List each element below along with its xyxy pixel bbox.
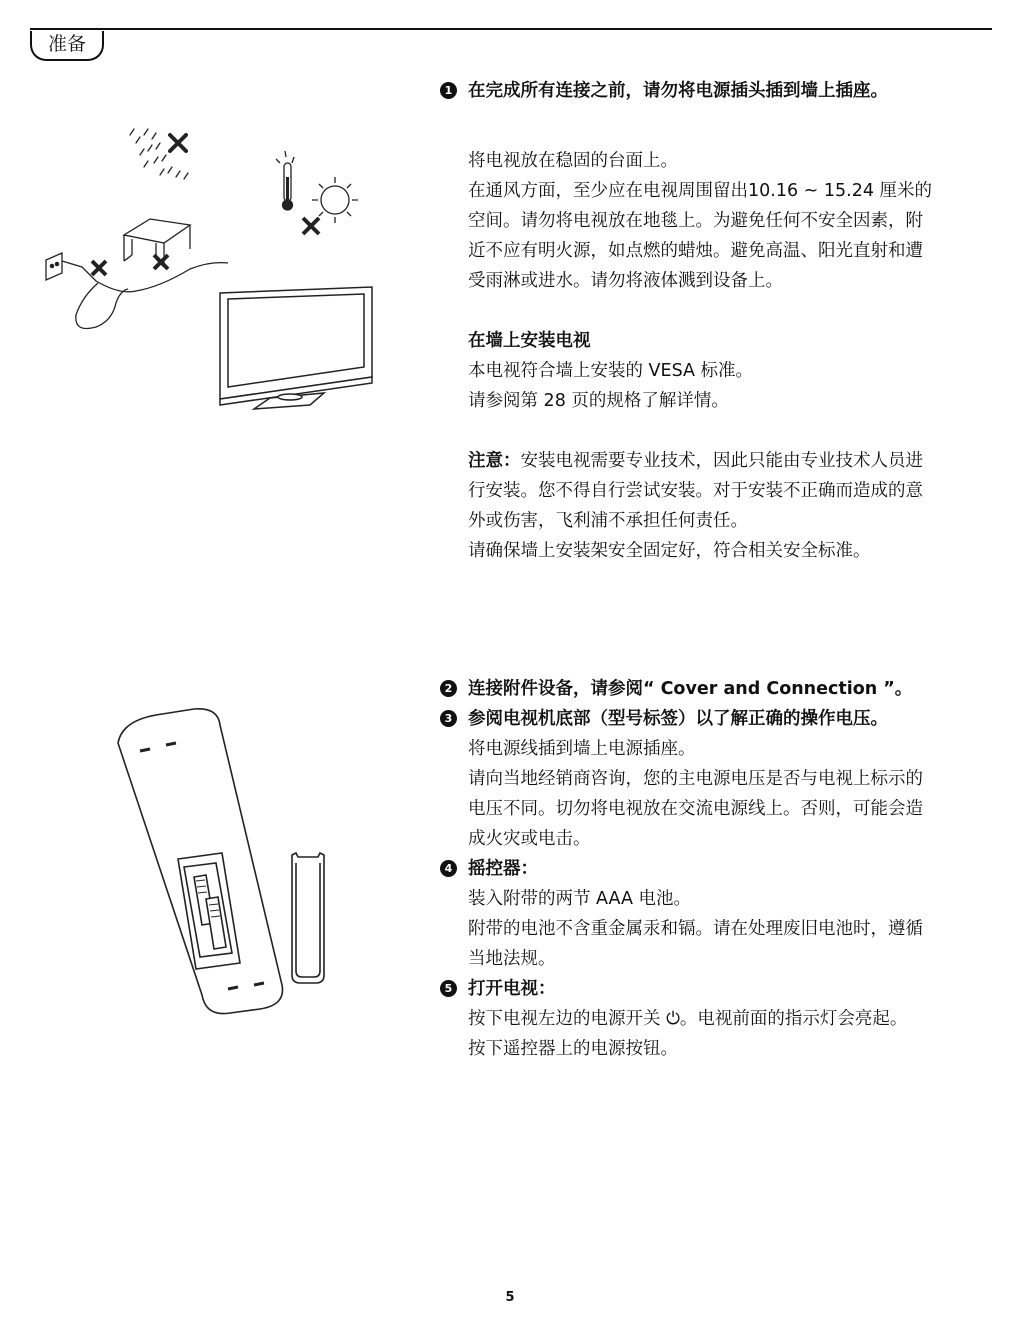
step-number: 2 [440, 680, 457, 697]
note-label: 注意： [468, 451, 521, 471]
note-text: 安装电视需要专业技术，因此只能由专业技术人员进 [520, 451, 923, 471]
step-4-line: 附带的电池不含重金属汞和镉。请在处理废旧电池时，遵循 [468, 919, 923, 939]
step-text: 连接附件设备，请参阅“ Cover and Connection ”。 [468, 679, 913, 699]
wall-mount-line: 本电视符合墙上安装的 VESA 标准。 [468, 361, 754, 381]
placement-line: 受雨淋或进水。请勿将液体溅到设备上。 [468, 271, 783, 291]
step-5-line [468, 1004, 985, 1034]
step-4-line: 装入附带的两节 AAA 电池。 [468, 889, 692, 909]
section-tab: 准备 [30, 31, 104, 61]
note-line [468, 446, 985, 476]
step-3-line: 成火灾或电击。 [468, 829, 591, 849]
note-line: 请确保墙上安装架安全固定好，符合相关安全标准。 [468, 541, 871, 561]
wall-outlet-icon [46, 253, 228, 329]
step-2 [440, 674, 985, 704]
tv-icon [220, 287, 372, 409]
page-number: 5 [505, 1290, 515, 1305]
note-line: 行安装。您不得自行尝试安装。对于安装不正确而造成的意 [468, 481, 923, 501]
placement-line: 近不应有明火源，如点燃的蜡烛。避免高温、阳光直射和遭 [468, 241, 923, 261]
wall-mount-heading: 在墙上安装电视 [468, 331, 591, 351]
step-number: 1 [440, 82, 457, 99]
step-4 [440, 854, 985, 884]
remote-control-icon [118, 709, 283, 1014]
step-number: 4 [440, 860, 457, 877]
step-5-line: 按下遥控器上的电源按钮。 [468, 1039, 678, 1059]
step-text: 在完成所有连接之前，请勿将电源插头插到墙上插座。 [468, 81, 888, 101]
step-3 [440, 704, 985, 734]
heat-sun-icon [276, 151, 358, 234]
step-3-line: 请向当地经销商咨询，您的主电源电压是否与电视上标示的 [468, 769, 923, 789]
step-3-line: 电压不同。切勿将电视放在交流电源线上。否则，可能会造 [468, 799, 923, 819]
header-rule [30, 28, 992, 30]
step-4-line: 当地法规。 [468, 949, 556, 969]
note-line: 外或伤害，飞利浦不承担任何责任。 [468, 511, 748, 531]
placement-illustration [40, 115, 385, 415]
wall-mount-line: 请参阅第 28 页的规格了解详情。 [468, 391, 729, 411]
battery-cover-icon [292, 853, 324, 983]
step-1 [440, 76, 985, 106]
step-text: 参阅电视机底部（型号标签）以了解正确的操作电压。 [468, 709, 888, 729]
step-text: 打开电视： [468, 979, 556, 999]
step-text: 摇控器： [468, 859, 538, 879]
power-icon: ⏻ [666, 1009, 680, 1029]
step-number: 3 [440, 710, 457, 727]
safety-instructions [440, 76, 985, 566]
setup-steps [440, 674, 985, 1064]
placement-line: 空间。请勿将电视放在地毯上。为避免任何不安全因素，附 [468, 211, 923, 231]
placement-line: 在通风方面，至少应在电视周围留出10.16 ~ 15.24 厘米的 [468, 181, 933, 201]
remote-illustration [110, 695, 360, 1045]
step-5-text: 按下电视左边的电源开关 [468, 1009, 667, 1029]
step-5-text: 。电视前面的指示灯会亮起。 [679, 1009, 908, 1029]
step-number: 5 [440, 980, 457, 997]
placement-line: 将电视放在稳固的台面上。 [468, 151, 678, 171]
step-5 [440, 974, 985, 1004]
step-3-line: 将电源线插到墙上电源插座。 [468, 739, 696, 759]
rain-icon [130, 129, 188, 179]
